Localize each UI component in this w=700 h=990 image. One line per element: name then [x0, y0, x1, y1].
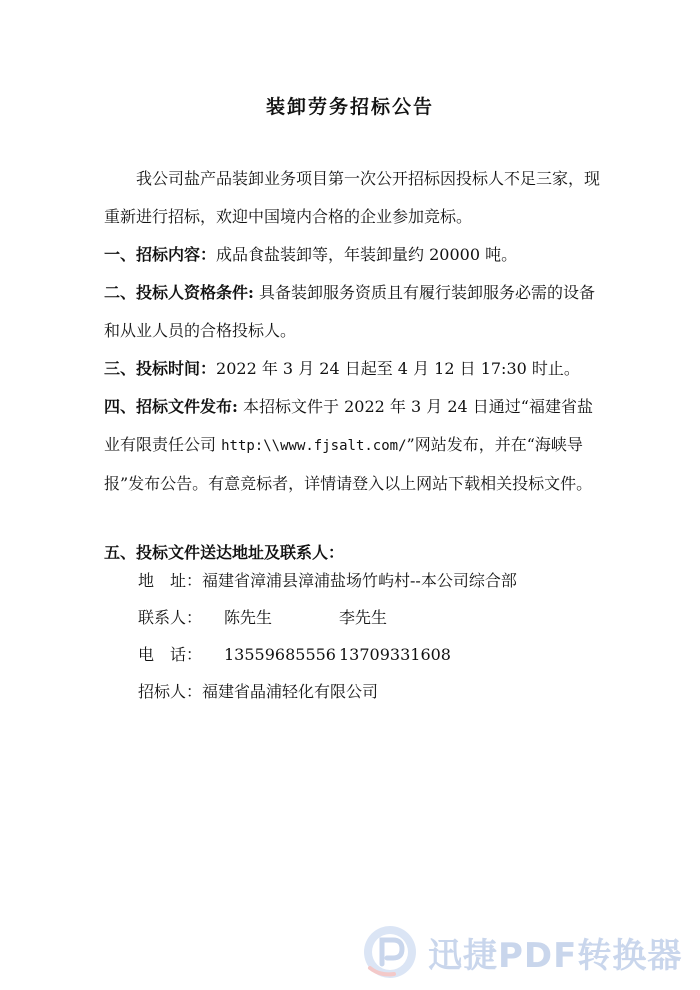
tenderer-line: [138, 673, 618, 711]
section-text: 具备装卸服务资质且有履行装卸服务必需的设备和从业人员的合格投标人。: [104, 283, 596, 340]
page-title: 装卸劳务招标公告: [265, 96, 434, 118]
section-label: 招标内容：: [136, 245, 217, 264]
section-text: ”网站发布，并在“海峡导报”发布公告。有意竞标者，详情请登入以上网站下载相关投标文件。: [104, 435, 593, 493]
pdf-converter-logo-icon: [362, 924, 418, 980]
section-publication: [104, 388, 604, 503]
section-heading: 二、: [104, 283, 137, 302]
website-url: http:\\www.fjsalt.com/: [221, 438, 407, 454]
section-label: 投标文件送达地址及联系人：: [136, 543, 345, 562]
contact-person-line: [138, 599, 618, 637]
contact-person-1: 陈先生: [224, 608, 273, 627]
section-heading: 五、: [104, 543, 137, 562]
address-value: 福建省漳浦县漳浦盐场竹屿村--本公司综合部: [202, 571, 517, 590]
tenderer-label: 招标人：: [138, 682, 203, 701]
section-qualification: [104, 274, 604, 350]
section-text: 本招标文件于 2022 年 3 月 24 日通过“福建省盐业有限责任公司: [104, 397, 593, 454]
section-heading: 一、: [104, 245, 137, 264]
phone-2: 13709331608: [339, 645, 451, 664]
section-label: 投标人资格条件:: [136, 283, 254, 302]
section-label: 招标文件发布:: [136, 397, 238, 416]
section-heading: 四、: [104, 397, 137, 416]
phone-1: 13559685556: [224, 645, 336, 664]
phone-label: 电 话：: [138, 645, 203, 664]
contact-person-2: 李先生: [339, 608, 388, 627]
watermark-text: 迅捷PDF转换器: [428, 936, 683, 976]
section-text: 成品食盐装卸等，年装卸量约 20000 吨。: [216, 245, 518, 264]
contact-person-label: 联系人：: [138, 608, 203, 627]
phone-line: [138, 636, 618, 674]
tenderer-value: 福建省晶浦轻化有限公司: [202, 682, 379, 701]
section-time: [104, 350, 604, 388]
address-line: [138, 562, 618, 600]
section-heading: 三、: [104, 359, 137, 378]
section-content: [104, 236, 604, 274]
address-label: 地 址：: [138, 571, 203, 590]
watermark: [358, 920, 698, 984]
intro-paragraph: 我公司盐产品装卸业务项目第一次公开招标因投标人不足三家，现重新进行招标，欢迎中国境内合格的企业参加竞标。: [104, 169, 601, 226]
section-label: 投标时间：: [136, 359, 217, 378]
section-text: 2022 年 3 月 24 日起至 4 月 12 日 17:30 时止。: [216, 359, 580, 378]
